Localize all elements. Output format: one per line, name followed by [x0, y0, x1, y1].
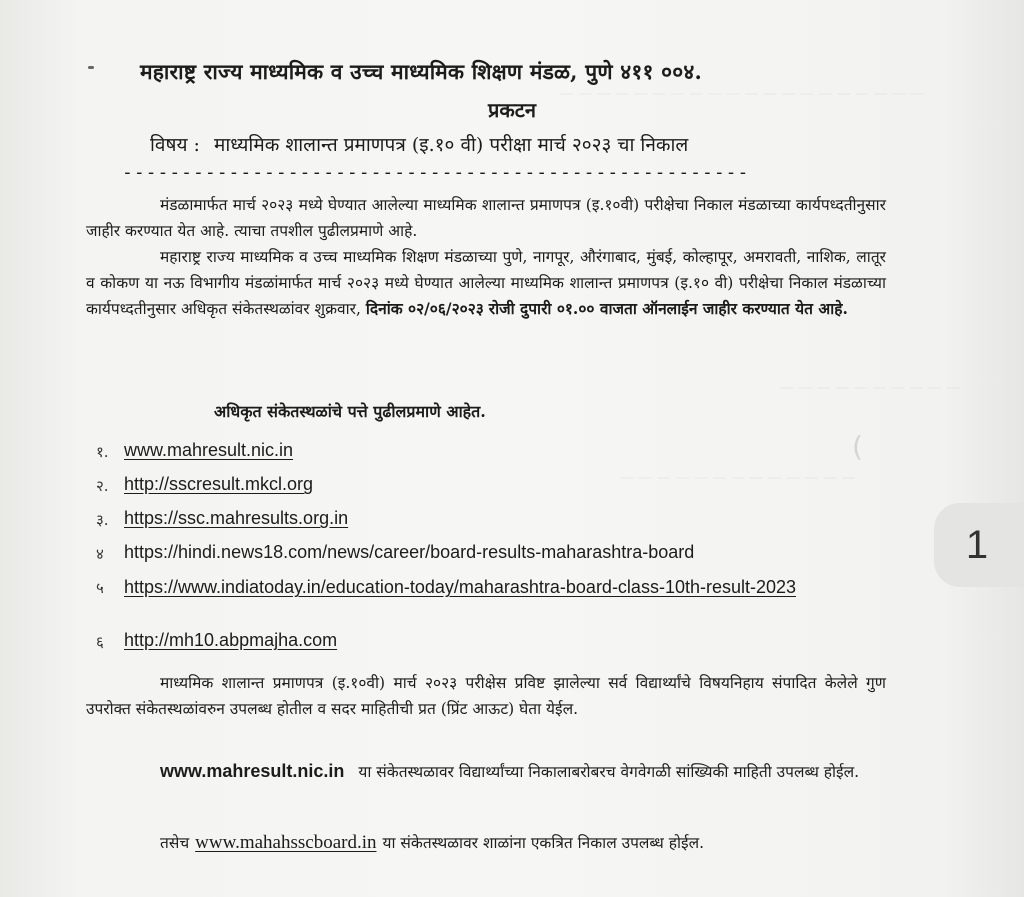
- website-list: [96, 440, 896, 664]
- website-link[interactable]: https://hindi.news18.com/news/career/board-results-maharashtra-board: [124, 542, 695, 562]
- subject-label: विषय :: [150, 134, 200, 156]
- result-date: दिनांक ०२/०६/२०२३: [365, 299, 484, 318]
- list-number: ६: [96, 633, 104, 651]
- bleed-through-text: — — — — — — — — — —: [780, 380, 961, 396]
- mahahsscboard-link[interactable]: www.mahahsscboard.in: [195, 832, 377, 853]
- paragraph-statistics: www.mahresult.nic.in या संकेतस्थळावर विद्यार्थ्यांच्या निकालाबरोबरच वेगवेगळी सांख्यिकी माहिती उपलब्ध होईल.: [160, 761, 860, 781]
- list-number: ४: [96, 545, 104, 563]
- list-item: [96, 630, 896, 664]
- list-item: [96, 440, 896, 474]
- list-number: ५: [96, 579, 104, 597]
- list-item: [96, 474, 896, 508]
- divider-dashes: -----------------------------------------------------: [122, 162, 750, 183]
- list-item: [96, 576, 896, 630]
- bleed-through-mark: (: [852, 430, 863, 463]
- website-link[interactable]: https://ssc.mahresults.org.in: [124, 508, 349, 528]
- website-link[interactable]: www.mahresult.nic.in: [124, 440, 294, 460]
- list-item: [96, 508, 896, 542]
- subject-line: [150, 131, 850, 157]
- list-number: ३.: [96, 511, 109, 529]
- mahresult-link[interactable]: www.mahresult.nic.in: [160, 761, 345, 781]
- website-link[interactable]: http://sscresult.mkcl.org: [124, 474, 314, 494]
- website-link[interactable]: https://www.indiatoday.in/education-today/maharashtra-board-class-10th-result-2023: [124, 577, 797, 597]
- bleed-through-text: — — — — — — — — — — — — —: [620, 470, 856, 486]
- paragraph-announcement: महाराष्ट्र राज्य माध्यमिक व उच्च माध्यमिक शिक्षण मंडळाच्या पुणे, नागपूर, औरंगाबाद, मुंबई, कोल्हापूर, अमरावती, नाशिक, लातूर व कोकण या नऊ विभागीय मंडळांमार्फत मार्च २०२३ मध्ये घेण्यात आलेल्या माध्यमिक शालान्त प्रमाणपत्र (इ.१० वी) परीक्षेचा निकाल मंडळाच्या कार्यपध्दतीनुसार अधिकृत संकेतस्थळांवर शुक्रवार, दिनांक ०२/०६/२०२३ रोजी दुपारी ०१.०० वाजता ऑनलाईन जाहीर करण्यात येत आहे.: [86, 248, 886, 318]
- announcement-heading: प्रकटन: [488, 98, 536, 122]
- list-number: १.: [96, 443, 109, 461]
- paragraph-marks: माध्यमिक शालान्त प्रमाणपत्र (इ.१०वी) मार्च २०२३ परीक्षेस प्रविष्ट झालेल्या सर्व विद्यार्थ्यांचे विषयनिहाय संपादित केलेले गुण उपरोक्त संकेतस्थळांवरुन उपलब्ध होतील व सदर माहितीची प्रत (प्रिंट आऊट) घेता येईल.: [86, 674, 886, 718]
- websites-heading: अधिकृत संकेतस्थळांचे पत्ते पुढीलप्रमाणे आहेत.: [214, 402, 486, 421]
- website-link[interactable]: http://mh10.abpmajha.com: [124, 630, 338, 650]
- paragraph-school-results: तसेच www.mahahsscboard.in या संकेतस्थळावर शाळांना एकत्रित निकाल उपलब्ध होईल.: [160, 832, 705, 853]
- list-item: [96, 542, 896, 576]
- list-number: २.: [96, 477, 109, 495]
- paragraph-intro: मंडळामार्फत मार्च २०२३ मध्ये घेण्यात आलेल्या माध्यमिक शालान्त प्रमाणपत्र (इ.१०वी) परीक्षेचा निकाल मंडळाच्या कार्यपध्दतीनुसार जाहीर करण्यात येत आहे. त्याचा तपशील पुढीलप्रमाणे आहे.: [86, 196, 886, 240]
- bleed-through-text: — — — — — — — — — — — — — — — — — — — —: [560, 86, 925, 102]
- ink-speck: [88, 66, 94, 69]
- page-number-badge: 1: [934, 503, 1024, 587]
- subject-text: माध्यमिक शालान्त प्रमाणपत्र (इ.१० वी) परीक्षा मार्च २०२३ चा निकाल: [213, 134, 689, 156]
- board-title: महाराष्ट्र राज्य माध्यमिक व उच्च माध्यमिक शिक्षण मंडळ, पुणे ४११ ००४.: [140, 59, 702, 84]
